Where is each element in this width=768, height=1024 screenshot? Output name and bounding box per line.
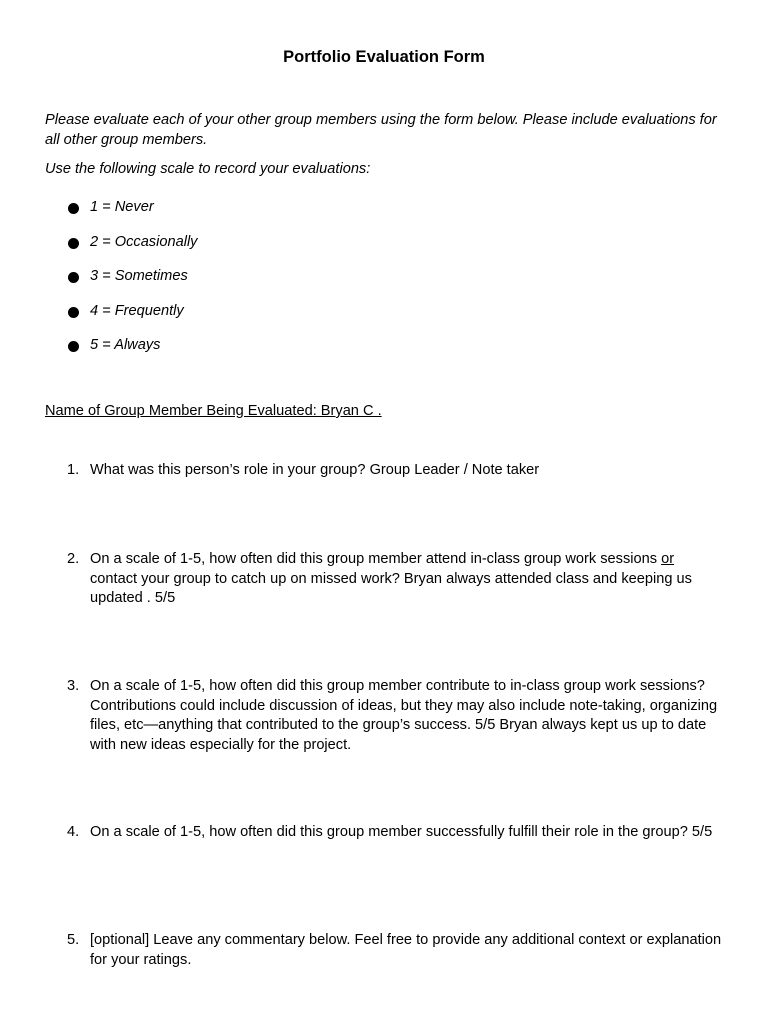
scale-item [0,232,768,267]
question-number: 2. [67,551,80,567]
question-text [90,550,722,609]
question-number: 1. [67,462,80,478]
scale-item-label: 2 = Occasionally [90,233,198,250]
bullet-icon [68,307,79,318]
question-text: [optional] Leave any commentary below. Feel free to provide any additional context or explanation for your ratings. [90,932,722,968]
scale-item [0,197,768,232]
question-text: On a scale of 1-5, how often did this group member contribute to in-class group work sessions? Contributions could include discussion of ideas, but they may also include note-taking, organizing files, etc—anything that contributed to the group’s success. 5/5 Bryan always kept us up to date with new ideas especially for the project. [90,678,718,753]
question-text: On a scale of 1-5, how often did this group member successfully fulfill their role in the group? 5/5 [90,824,713,840]
scale-item-label: 1 = Never [90,199,154,215]
question-number: 5. [67,932,80,948]
scale-instructions: Use the following scale to record your evaluations: [45,161,371,177]
intro-instructions: Please evaluate each of your other group members using the form below. Please include evaluations for all other group members. [45,112,717,148]
question-number: 3. [67,678,80,694]
question-text-part: On a scale of 1-5, how often did this group member attend in-class group work sessions [90,551,662,567]
scale-item-label: 3 = Sometimes [90,268,188,284]
bullet-icon [68,238,79,249]
bullet-icon [68,341,79,352]
scale-item [0,335,768,370]
page-title: Portfolio Evaluation Form [283,48,485,66]
scale-item [0,301,768,336]
underlined-word: or [661,551,675,567]
scale-item [0,266,768,301]
bullet-icon [68,203,79,214]
question-text: What was this person’s role in your group? Group Leader / Note taker [90,462,540,478]
rating-scale-list [0,197,768,370]
member-name-heading: Name of Group Member Being Evaluated: Bryan C . [45,403,382,419]
scale-item-label: 5 = Always [90,337,161,353]
bullet-icon [68,272,79,283]
question-text-part: contact your group to catch up on missed work? Bryan always attended class and keeping us updated . 5/5 [90,570,692,606]
scale-item-label: 4 = Frequently [90,302,184,319]
question-number: 4. [67,824,80,840]
